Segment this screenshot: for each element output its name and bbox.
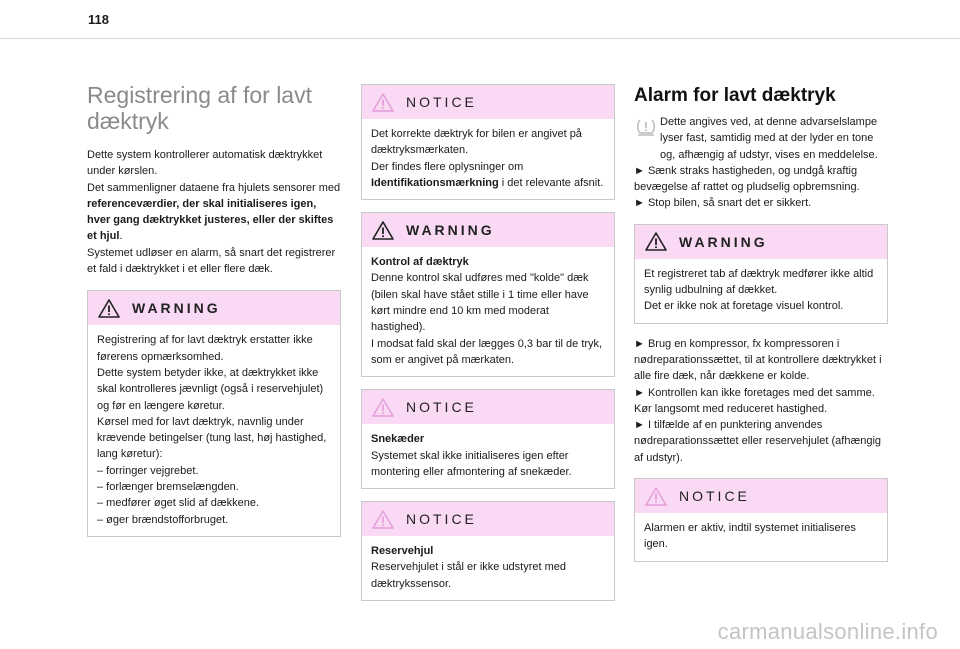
alarm-intro-text: Dette angives ved, at denne advarselslampe lyser fast, samtidig med at der lyder en tone og, afhængig af udstyr, vises en meddelelse. (660, 116, 878, 161)
notice-title: NOTICE (406, 94, 477, 110)
warning-header (88, 291, 340, 325)
alarm-step-5: ► I tilfælde af en punktering anvendes nødreparationssættet eller reservehjulet (afhængig af udstyr). (634, 419, 882, 464)
warning-line-1: Et registreret tab af dæktryk medfører ikke altid synlig udbulning af dækket. (644, 267, 874, 297)
notice-line-2: Der findes flere oplysninger om (371, 160, 524, 173)
notice-title: NOTICE (406, 511, 477, 528)
page-number: 118 (88, 12, 109, 27)
alarm-step-3: ► Brug en kompressor, fx kompressoren i nødreparationssættet, til at kontrollere dæktrykket i alle fire dæk, når dækkene er kolde. (634, 337, 882, 383)
warning-title: WARNING (132, 300, 221, 317)
warning-body (635, 259, 887, 323)
warning-title: WARNING (679, 233, 768, 250)
warning-line: – forlænger bremselængden. (97, 481, 239, 494)
notice-header (362, 502, 614, 536)
notice-icon (645, 487, 667, 506)
warning-box-visual-check (634, 224, 888, 324)
notice-text: Alarmen er aktiv, indtil systemet initialiseres igen. (644, 522, 856, 551)
section-title-tyre-pressure: Registrering af for lavt dæktryk (87, 82, 312, 134)
section-title-alarm: Alarm for lavt dæktryk (634, 85, 836, 106)
notice-line-1: Det korrekte dæktryk for bilen er angivet på dæktryksmærkaten. (371, 128, 582, 157)
notice-box-spare-wheel (361, 501, 615, 601)
notice-heading: Reservehjul (371, 545, 434, 558)
notice-header (362, 390, 614, 424)
notice-body (362, 119, 614, 199)
warning-line: Kørsel med for lavt dæktryk, navnlig under krævende betingelser (tung last, høj hastighed, lang køretur): (97, 415, 327, 461)
notice-text (371, 543, 605, 592)
top-divider (0, 38, 960, 39)
notice-link-identification: Identifikationsmærkning (371, 176, 499, 189)
intro-line-2-bold: referenceværdier, der skal initialiseres igen, hver gang dæktrykket justeres, eller der skiftes et hjul (87, 197, 334, 243)
alarm-step-2: ► Stop bilen, så snart det er sikkert. (634, 197, 812, 210)
intro-line-3: Systemet udløser en alarm, så snart det registrerer et fald i dæktrykket i et eller flere dæk. (87, 246, 336, 276)
notice-icon (372, 93, 394, 112)
notice-title: NOTICE (406, 399, 477, 416)
warning-line-2: Det er ikke nok at foretage visuel kontrol. (644, 300, 844, 313)
warning-header (362, 213, 614, 247)
warning-body (362, 247, 614, 376)
left-column (87, 82, 341, 549)
notice-body (362, 536, 614, 600)
warning-line-1: Denne kontrol skal udføres med "kolde" dæk (bilen skal have stået stille i 1 time eller have kørt mindre end 10 km med moderat hastighed). (371, 272, 589, 334)
notice-line-2-end: i det relevante afsnit. (498, 176, 604, 189)
warning-header (635, 225, 887, 259)
middle-column (361, 84, 615, 613)
warning-icon (645, 232, 667, 251)
warning-box-pressure-check (361, 212, 615, 377)
warning-icon (98, 299, 120, 318)
tyre-pressure-warning-lamp-icon (636, 118, 656, 136)
warning-body (88, 325, 340, 536)
notice-box-alarm-active (634, 478, 888, 562)
warning-line: – forringer vejgrebet. (97, 464, 199, 477)
intro-line-2-end: . (119, 230, 123, 243)
warning-text (97, 332, 331, 528)
notice-body (635, 513, 887, 561)
notice-body (362, 424, 614, 488)
alarm-step-4: ► Kontrollen kan ikke foretages med det samme. Kør langsomt med reduceret hastighed. (634, 386, 875, 415)
notice-box-snow-chains (361, 389, 615, 489)
warning-text (644, 266, 878, 315)
notice-heading: Snekæder (371, 433, 425, 446)
warning-box-attention (87, 290, 341, 537)
right-column (634, 85, 888, 574)
notice-box-tyre-label (361, 84, 615, 200)
notice-title: NOTICE (679, 488, 750, 505)
notice-text (371, 431, 605, 480)
notice-text (371, 126, 605, 191)
warning-line: – medfører øget slid af dækkene. (97, 497, 260, 510)
intro-line-1: Dette system kontrollerer automatisk dæktrykket under kørslen. (87, 149, 323, 178)
warning-heading: Kontrol af dæktryk (371, 256, 469, 269)
intro-line-2: Det sammenligner dataene fra hjulets sensorer med (87, 181, 341, 194)
notice-header (362, 85, 614, 119)
notice-line: Reservehjulet i stål er ikke udstyret med dæktrykssensor. (371, 561, 567, 590)
notice-icon (372, 398, 394, 417)
watermark: carmanualsonline.info (717, 619, 938, 644)
alarm-intro (634, 114, 888, 163)
warning-line: – øger brændstofforbruget. (97, 513, 229, 526)
warning-line: Registrering af for lavt dæktryk erstatter ikke førerens opmærksomhed. (97, 334, 313, 363)
notice-icon (372, 510, 394, 529)
alarm-step-1: ► Sænk straks hastigheden, og undgå kraftig bevægelse af rattet og pludselig opbremsning. (634, 164, 860, 194)
warning-icon (372, 221, 394, 240)
warning-title: WARNING (406, 222, 495, 239)
warning-line-2: I modsat fald skal der lægges 0,3 bar til de tryk, som er angivet på mærkaten. (371, 337, 603, 366)
notice-line: Systemet skal ikke initialiseres igen efter montering eller afmontering af snekæder. (371, 449, 572, 478)
warning-line: Dette system betyder ikke, at dæktrykket ikke skal kontrolleres jævnligt (også i reservehjulet) og før en længere køretur. (97, 366, 324, 412)
intro-paragraph (87, 147, 341, 277)
notice-header (635, 479, 887, 513)
warning-text (371, 254, 605, 368)
